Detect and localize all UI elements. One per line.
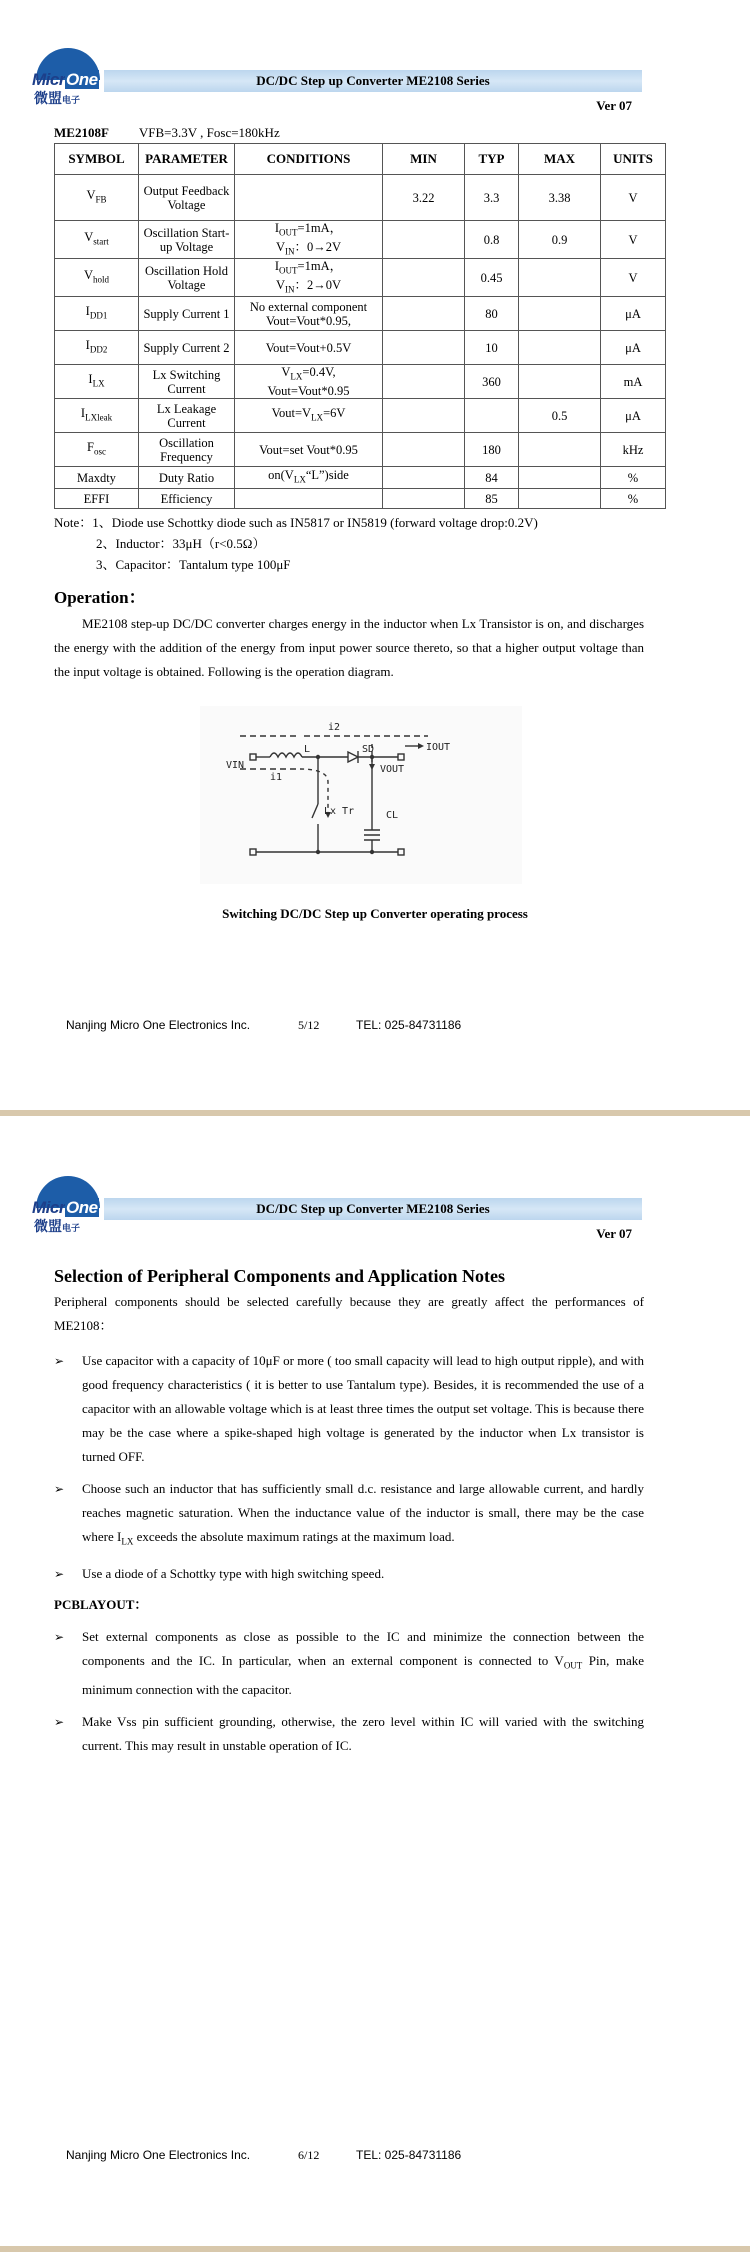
cell-symbol: $V_{hold}$ bbox=[55, 259, 139, 297]
label-l: L bbox=[304, 744, 311, 755]
gnd-terminal-right bbox=[398, 849, 404, 855]
arrow-bullet-icon: ➢ bbox=[54, 1630, 65, 1644]
cell-typ: 80 bbox=[465, 297, 519, 331]
col-parameter: PARAMETER bbox=[139, 144, 235, 175]
inductor-coil bbox=[270, 753, 302, 757]
page-5 bbox=[0, 0, 750, 1110]
arrow-bullet-icon: ➢ bbox=[54, 1354, 65, 1368]
version-label: Ver 07 bbox=[596, 1226, 632, 1241]
footer-company: Nanjing Micro One Electronics Inc. bbox=[66, 1018, 251, 1032]
cell-conditions: No external component Vout=Vout*0.95, bbox=[235, 297, 383, 331]
operation-paragraph: ME2108 step-up DC/DC converter charges energy in the inductor when Lx Transistor is on, and discharges the energy with the addition of the energy from input power source thereto, so that a higher output voltage than the input voltage is obtained. Following is the operation diagram. bbox=[54, 616, 644, 679]
cell-conditions: $I_{OUT}=1mA$， $V_{IN}$：0→2V bbox=[235, 221, 383, 259]
cell-max bbox=[519, 331, 601, 365]
list-item: ➢ Choose such an inductor that has sufficiently small d.c. resistance and large allowable current, and hardly reaches magnetic saturation. When the inductance value of the inductor is small, there may be the case where $I_{LX}$ exceeds the absolute maximum ratings at the maximum load. bbox=[54, 1477, 644, 1554]
cell-conditions bbox=[235, 175, 383, 221]
company-logo bbox=[32, 48, 104, 108]
col-symbol: SYMBOL bbox=[55, 144, 139, 175]
table-row bbox=[55, 221, 666, 259]
table-row bbox=[55, 365, 666, 399]
cell-min bbox=[383, 259, 465, 297]
cell-typ: 0.45 bbox=[465, 259, 519, 297]
diagram-caption: Switching DC/DC Step up Converter operating process bbox=[222, 906, 528, 921]
cell-max bbox=[519, 467, 601, 489]
cell-conditions bbox=[235, 489, 383, 509]
cell-conditions: $I_{OUT}=1mA$， $V_{IN}$：2→0V bbox=[235, 259, 383, 297]
cell-min bbox=[383, 399, 465, 433]
cell-min bbox=[383, 221, 465, 259]
label-cl: CL bbox=[386, 810, 399, 821]
arrow-bullet-icon: ➢ bbox=[54, 1566, 65, 1581]
capacitor-symbol bbox=[364, 830, 380, 840]
logo-chinese: 微盟电子 bbox=[34, 1219, 81, 1235]
cell-unit: V bbox=[601, 221, 666, 259]
cell-max bbox=[519, 489, 601, 509]
footer-tel: TEL: 025-84731186 bbox=[356, 2148, 462, 2162]
cell-symbol: $V_{start}$ bbox=[55, 221, 139, 259]
cell-parameter: Supply Current 2 bbox=[139, 331, 235, 365]
company-logo bbox=[32, 1176, 104, 1236]
model-name: ME2108F bbox=[54, 125, 109, 140]
label-i1: i1 bbox=[270, 772, 283, 783]
cell-min bbox=[383, 365, 465, 399]
table-row bbox=[55, 467, 666, 489]
cell-unit: V bbox=[601, 259, 666, 297]
cell-parameter: Lx Leakage Current bbox=[139, 399, 235, 433]
test-conditions bbox=[54, 125, 280, 141]
cell-min bbox=[383, 297, 465, 331]
label-lxtr: Lx Tr bbox=[324, 806, 355, 817]
cell-typ: 0.8 bbox=[465, 221, 519, 259]
cell-min bbox=[383, 467, 465, 489]
circuit-schematic bbox=[200, 706, 522, 884]
col-typ: TYP bbox=[465, 144, 519, 175]
table-header-row bbox=[55, 144, 666, 175]
cell-unit: V bbox=[601, 175, 666, 221]
label-iout: IOUT bbox=[426, 742, 451, 753]
cell-max: 3.38 bbox=[519, 175, 601, 221]
cell-unit: mA bbox=[601, 365, 666, 399]
conditions-text: VFB=3.3V , Fosc=180kHz bbox=[138, 125, 280, 140]
cell-min bbox=[383, 489, 465, 509]
cell-conditions: $Vout=V_{LX}=6V$ bbox=[235, 399, 383, 433]
col-min: MIN bbox=[383, 144, 465, 175]
gnd-terminal-left bbox=[250, 849, 256, 855]
cell-min bbox=[383, 433, 465, 467]
operation-heading: Operation： bbox=[54, 588, 146, 607]
list-item: ➢ Use capacitor with a capacity of 10μF or more ( too small capacity will lead to high output ripple), and with good frequency characteristics ( it is better to use Tantalum type). Besides, it is recommended the use of a capacitor with an allowable voltage which is at least three times the output set voltage. This is because there may be the case where a spike-shaped high voltage is generated by the inductor when Lx transistor is turned OFF. bbox=[54, 1349, 644, 1469]
label-vin: VIN bbox=[226, 760, 245, 771]
cell-symbol: EFFI bbox=[55, 489, 139, 509]
cell-parameter: Output Feedback Voltage bbox=[139, 175, 235, 221]
footer-company: Nanjing Micro One Electronics Inc. bbox=[66, 2148, 251, 2162]
cell-symbol: Maxdty bbox=[55, 467, 139, 489]
cell-unit: μA bbox=[601, 399, 666, 433]
cell-min: 3.22 bbox=[383, 175, 465, 221]
cell-parameter: Oscillation Frequency bbox=[139, 433, 235, 467]
page-separator bbox=[0, 2246, 750, 2252]
col-max: MAX bbox=[519, 144, 601, 175]
note-line: 2、Inductor：33μH（r<0.5Ω） bbox=[96, 536, 266, 551]
cell-max bbox=[519, 433, 601, 467]
vout-terminal bbox=[398, 754, 404, 760]
cell-min bbox=[383, 331, 465, 365]
list-item: ➢ Set external components as close as possible to the IC and minimize the connection between the components and the IC. In particular, when an external component is connected to $V_{OUT}$ Pin, make minimum connection with the capacitor. bbox=[54, 1625, 644, 1702]
cell-unit: μA bbox=[601, 297, 666, 331]
col-units: UNITS bbox=[601, 144, 666, 175]
table-row bbox=[55, 259, 666, 297]
table-row bbox=[55, 331, 666, 365]
cell-symbol: $F_{osc}$ bbox=[55, 433, 139, 467]
cell-typ: 10 bbox=[465, 331, 519, 365]
cell-parameter: Supply Current 1 bbox=[139, 297, 235, 331]
arrow-bullet-icon: ➢ bbox=[54, 1714, 65, 1729]
cell-typ: 84 bbox=[465, 467, 519, 489]
col-conditions: CONDITIONS bbox=[235, 144, 383, 175]
label-vout: VOUT bbox=[380, 764, 405, 775]
table-row bbox=[55, 489, 666, 509]
diode-symbol bbox=[348, 751, 358, 763]
cell-max bbox=[519, 297, 601, 331]
footer-page-number: 6/12 bbox=[298, 2148, 320, 2162]
cell-unit: kHz bbox=[601, 433, 666, 467]
iout-arrow-icon bbox=[418, 743, 424, 749]
out-arrow-icon bbox=[369, 764, 375, 770]
cell-parameter: Oscillation Start-up Voltage bbox=[139, 221, 235, 259]
cell-symbol: $V_{FB}$ bbox=[55, 175, 139, 221]
switch-blade bbox=[312, 804, 318, 818]
cell-conditions: Vout=set Vout*0.95 bbox=[235, 433, 383, 467]
operation-diagram bbox=[200, 706, 522, 884]
cell-conditions: Vout=Vout+0.5V bbox=[235, 331, 383, 365]
cell-unit: % bbox=[601, 489, 666, 509]
vin-terminal bbox=[250, 754, 256, 760]
footer-page-number: 5/12 bbox=[298, 1018, 320, 1032]
table-row bbox=[55, 297, 666, 331]
table-row bbox=[55, 433, 666, 467]
cell-parameter: Efficiency bbox=[139, 489, 235, 509]
cell-typ: 3.3 bbox=[465, 175, 519, 221]
cell-conditions: $on(V_{LX}“L”)side$ bbox=[235, 467, 383, 489]
cell-symbol: $I_{DD1}$ bbox=[55, 297, 139, 331]
page-header-title: DC/DC Step up Converter ME2108 Series bbox=[104, 1198, 642, 1220]
note-line: 3、Capacitor：Tantalum type 100μF bbox=[96, 557, 291, 572]
selection-heading: Selection of Peripheral Components and Application Notes bbox=[54, 1266, 506, 1286]
cell-parameter: Oscillation Hold Voltage bbox=[139, 259, 235, 297]
label-i2: i2 bbox=[328, 722, 341, 733]
cell-symbol: $I_{LXleak}$ bbox=[55, 399, 139, 433]
page-separator bbox=[0, 1110, 750, 1116]
cell-unit: μA bbox=[601, 331, 666, 365]
cell-conditions: $V_{LX}=0.4V$, Vout=Vout*0.95 bbox=[235, 365, 383, 399]
component-notes-list bbox=[54, 1349, 644, 1594]
logo-wordmark: MicrOne bbox=[32, 1198, 98, 1217]
cell-typ: 180 bbox=[465, 433, 519, 467]
note-line: Note：1、Diode use Schottky diode such as IN5817 or IN5819 (forward voltage drop:0.2V) bbox=[54, 515, 538, 530]
cell-max: 0.5 bbox=[519, 399, 601, 433]
table-row bbox=[55, 399, 666, 433]
cell-parameter: Duty Ratio bbox=[139, 467, 235, 489]
table-notes bbox=[54, 512, 538, 575]
list-item: ➢ Use a diode of a Schottky type with high switching speed. bbox=[54, 1562, 644, 1586]
table-row bbox=[55, 175, 666, 221]
electrical-characteristics-table bbox=[54, 143, 666, 509]
pcb-layout-heading: PCBLAYOUT： bbox=[54, 1597, 148, 1612]
footer-tel: TEL: 025-84731186 bbox=[356, 1018, 462, 1032]
arrow-bullet-icon: ➢ bbox=[54, 1482, 65, 1496]
cell-symbol: $I_{LX}$ bbox=[55, 365, 139, 399]
cell-typ: 85 bbox=[465, 489, 519, 509]
cell-typ bbox=[465, 399, 519, 433]
cell-typ: 360 bbox=[465, 365, 519, 399]
pcb-notes-list bbox=[54, 1625, 644, 1766]
cell-max: 0.9 bbox=[519, 221, 601, 259]
cell-parameter: Lx Switching Current bbox=[139, 365, 235, 399]
logo-wordmark: MicrOne bbox=[32, 70, 98, 89]
logo-chinese: 微盟电子 bbox=[34, 91, 81, 107]
cell-symbol: $I_{DD2}$ bbox=[55, 331, 139, 365]
cell-unit: % bbox=[601, 467, 666, 489]
page-header-title: DC/DC Step up Converter ME2108 Series bbox=[104, 70, 642, 92]
cell-max bbox=[519, 259, 601, 297]
list-item: ➢ Make Vss pin sufficient grounding, otherwise, the zero level within IC will varied with the switching current. This may result in unstable operation of IC. bbox=[54, 1710, 644, 1758]
cell-max bbox=[519, 365, 601, 399]
version-label: Ver 07 bbox=[596, 98, 632, 113]
selection-intro: Peripheral components should be selected carefully because they are greatly affect the performances of ME2108： bbox=[54, 1294, 644, 1333]
label-sd: SD bbox=[362, 744, 375, 755]
